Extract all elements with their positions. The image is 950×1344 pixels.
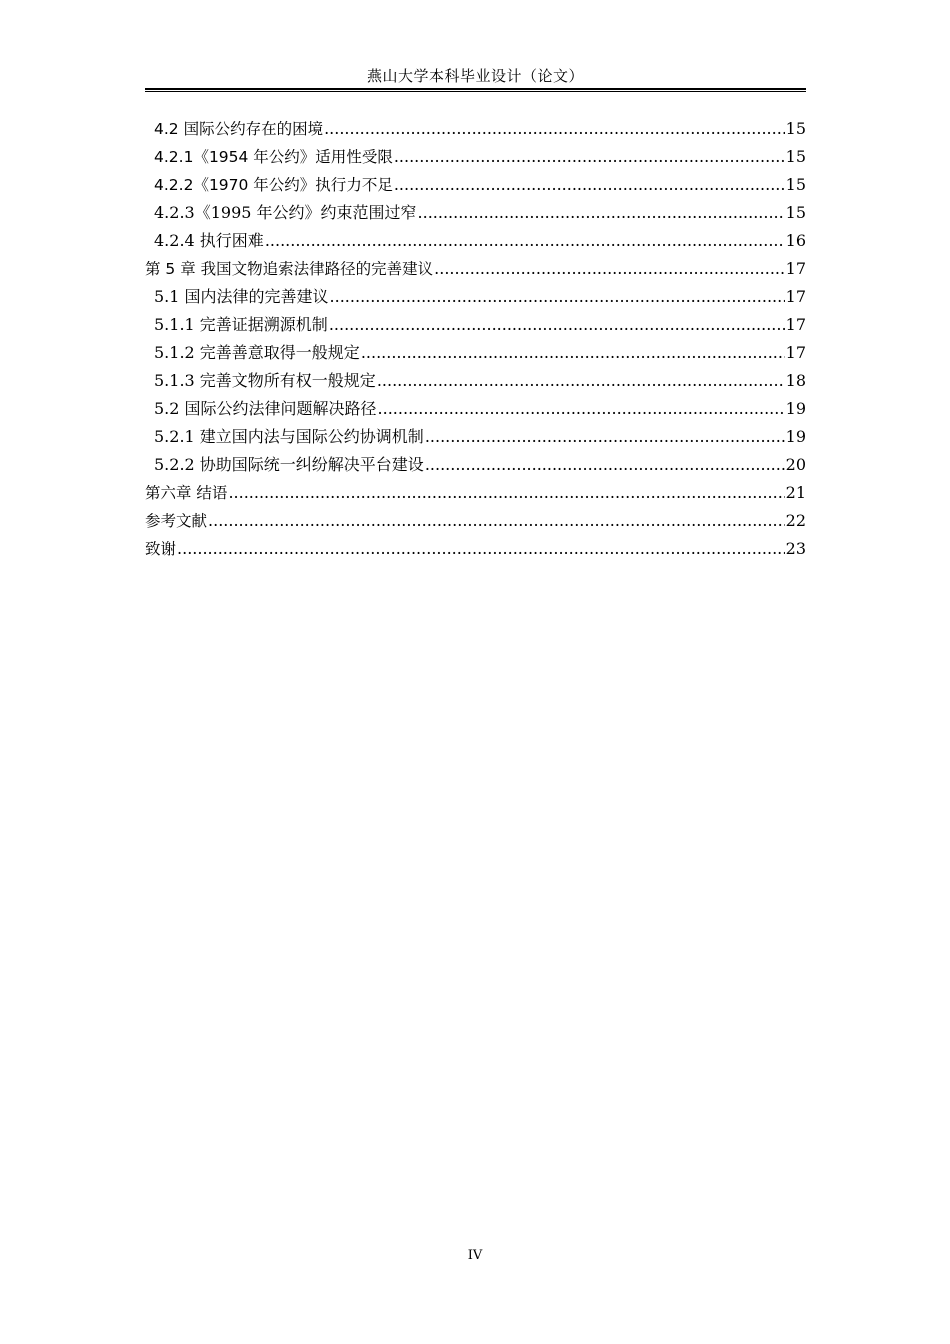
toc-entry[interactable] (145, 226, 806, 254)
toc-entry-page: 15 (785, 175, 806, 194)
toc-leader-dots (361, 340, 785, 366)
toc-leader-dots (177, 536, 785, 562)
toc-entry-page: 19 (785, 399, 806, 418)
toc-entry-page: 21 (785, 483, 806, 502)
table-of-contents (145, 114, 806, 562)
page-header-title: 燕山大学本科毕业设计（论文） (366, 67, 584, 85)
toc-entry-page: 18 (785, 371, 806, 390)
toc-entry[interactable] (145, 534, 806, 562)
toc-entry[interactable] (145, 310, 806, 338)
toc-leader-dots (377, 368, 785, 394)
toc-entry[interactable] (145, 142, 806, 170)
toc-leader-dots (394, 144, 785, 170)
toc-entry-page: 17 (785, 259, 806, 278)
toc-entry-title: 5.1.1 完善证据溯源机制 (154, 315, 328, 334)
toc-entry-title: 第 5 章 我国文物追索法律路径的完善建议 (145, 260, 434, 278)
toc-leader-dots (378, 396, 785, 422)
toc-entry-page: 15 (785, 119, 806, 138)
toc-entry-title: 参考文献 (145, 512, 208, 530)
toc-entry-title: 5.1 国内法律的完善建议 (154, 287, 329, 306)
toc-entry-page: 20 (785, 455, 806, 474)
toc-entry-title: 4.2.2《1970 年公约》执行力不足 (154, 176, 393, 194)
toc-entry-page: 15 (785, 147, 806, 166)
toc-leader-dots (324, 116, 785, 142)
toc-leader-dots (425, 424, 785, 450)
toc-entry-title: 4.2.3《1995 年公约》约束范围过窄 (154, 203, 417, 222)
toc-entry-page: 19 (785, 427, 806, 446)
toc-leader-dots (434, 256, 784, 282)
page-number: IV (467, 1248, 483, 1263)
toc-entry-title: 4.2.1《1954 年公约》适用性受限 (154, 148, 393, 166)
toc-entry-title: 致谢 (145, 540, 177, 558)
toc-leader-dots (265, 228, 785, 254)
toc-leader-dots (329, 312, 785, 338)
toc-leader-dots (228, 480, 784, 506)
toc-entry[interactable] (145, 450, 806, 478)
toc-leader-dots (330, 284, 785, 310)
toc-entry[interactable] (145, 282, 806, 310)
toc-entry-title: 5.1.2 完善善意取得一般规定 (154, 343, 360, 362)
toc-entry[interactable] (145, 170, 806, 198)
toc-entry[interactable] (145, 198, 806, 226)
toc-entry-title: 5.2.1 建立国内法与国际公约协调机制 (154, 427, 424, 446)
toc-entry-title: 5.2 国际公约法律问题解决路径 (154, 399, 377, 418)
toc-entry-page: 17 (785, 315, 806, 334)
toc-entry-page: 23 (785, 539, 806, 558)
toc-leader-dots (208, 508, 785, 534)
toc-entry[interactable] (145, 422, 806, 450)
toc-entry[interactable] (145, 366, 806, 394)
toc-entry-title: 4.2.4 执行困难 (154, 231, 264, 250)
toc-entry-page: 16 (785, 231, 806, 250)
toc-entry-title: 4.2 国际公约存在的困境 (154, 120, 324, 138)
toc-leader-dots (418, 200, 785, 226)
toc-entry-page: 17 (785, 343, 806, 362)
toc-entry-page: 15 (785, 203, 806, 222)
toc-entry-page: 22 (785, 511, 806, 530)
toc-entry[interactable] (145, 478, 806, 506)
toc-entry-title: 5.1.3 完善文物所有权一般规定 (154, 371, 376, 390)
toc-entry-page: 17 (785, 287, 806, 306)
toc-entry[interactable] (145, 394, 806, 422)
toc-entry[interactable] (145, 506, 806, 534)
toc-leader-dots (394, 172, 785, 198)
toc-entry-title: 5.2.2 协助国际统一纠纷解决平台建设 (154, 455, 424, 474)
toc-entry-title: 第六章 结语 (145, 484, 228, 502)
toc-leader-dots (425, 452, 785, 478)
toc-entry[interactable] (145, 338, 806, 366)
toc-entry[interactable] (145, 114, 806, 142)
toc-entry[interactable] (145, 254, 806, 282)
header-divider (145, 88, 806, 92)
